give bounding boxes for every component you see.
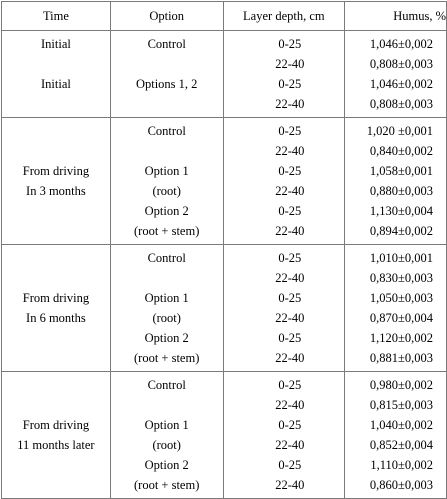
time-line: From driving — [22, 291, 90, 305]
time-cell — [2, 118, 111, 245]
humus-line: 1,010±0,001 — [369, 251, 433, 265]
option-line — [111, 94, 223, 114]
option-line: Option 1 — [144, 291, 189, 305]
humus-line: 1,050±0,003 — [369, 291, 433, 305]
header-option: Option — [110, 2, 223, 31]
time-line — [2, 248, 110, 268]
depth-line: 22-40 — [275, 97, 305, 111]
time-cell — [2, 31, 111, 118]
depth-line: 22-40 — [275, 311, 305, 325]
depth-line: 22-40 — [275, 398, 305, 412]
humus-table-container — [1, 1, 447, 499]
option-line — [111, 395, 223, 415]
option-line: Control — [147, 251, 186, 265]
depth-line: 0-25 — [278, 124, 302, 138]
humus-line: 0,881±0,003 — [369, 351, 433, 365]
depth-line: 0-25 — [278, 418, 302, 432]
depth-line: 22-40 — [275, 351, 305, 365]
time-line: Initial — [40, 37, 71, 51]
option-line — [111, 268, 223, 288]
option-line: Option 2 — [144, 204, 189, 218]
humus-line: 1,046±0,002 — [369, 37, 433, 51]
time-line: From driving — [22, 418, 90, 432]
humus-cell — [345, 372, 447, 499]
time-line: Initial — [40, 77, 71, 91]
time-line — [2, 141, 110, 161]
humus-line: 1,058±0,001 — [369, 164, 433, 178]
depth-line: 22-40 — [275, 478, 305, 492]
option-line: Option 2 — [144, 331, 189, 345]
time-line: From driving — [22, 164, 90, 178]
time-line: In 3 months — [26, 184, 86, 198]
depth-cell — [223, 372, 345, 499]
depth-line: 22-40 — [275, 184, 305, 198]
option-line: (root) — [152, 438, 181, 452]
depth-line: 22-40 — [275, 438, 305, 452]
depth-line: 22-40 — [275, 57, 305, 71]
humus-line: 1,110±0,002 — [370, 458, 433, 472]
humus-line: 0,840±0,002 — [369, 144, 433, 158]
humus-line: 1,046±0,002 — [369, 77, 433, 91]
depth-line: 0-25 — [278, 37, 302, 51]
header-humus: Humus, % — [345, 2, 447, 31]
table-row — [2, 372, 447, 499]
humus-cell — [345, 31, 447, 118]
depth-cell — [223, 31, 345, 118]
header-time: Time — [2, 2, 111, 31]
humus-line: 0,880±0,003 — [369, 184, 433, 198]
option-line — [111, 54, 223, 74]
time-line — [2, 94, 110, 114]
option-line: Option 1 — [144, 418, 189, 432]
humus-table — [1, 1, 447, 499]
humus-line: 0,980±0,002 — [369, 378, 433, 392]
depth-cell — [223, 245, 345, 372]
humus-line: 0,852±0,004 — [369, 438, 433, 452]
humus-line: 0,808±0,003 — [369, 57, 433, 71]
option-cell — [110, 372, 223, 499]
option-cell — [110, 245, 223, 372]
time-line — [2, 221, 110, 241]
time-line: 11 months later — [17, 438, 95, 452]
depth-line: 0-25 — [278, 378, 302, 392]
time-line — [2, 121, 110, 141]
option-cell — [110, 31, 223, 118]
time-line — [2, 475, 110, 495]
option-line: Control — [147, 37, 186, 51]
time-line — [2, 328, 110, 348]
humus-line: 0,815±0,003 — [369, 398, 433, 412]
humus-line: 1,120±0,002 — [369, 331, 433, 345]
table-body — [2, 31, 447, 499]
humus-cell — [345, 245, 447, 372]
humus-line: 1,040±0,002 — [369, 418, 433, 432]
table-row — [2, 31, 447, 118]
depth-line: 0-25 — [278, 77, 302, 91]
time-line: In 6 months — [26, 311, 86, 325]
option-line: (root) — [152, 311, 181, 325]
option-line: Control — [147, 124, 186, 138]
option-line: (root + stem) — [134, 224, 200, 238]
depth-line: 0-25 — [278, 291, 302, 305]
humus-line: 0,808±0,003 — [369, 97, 433, 111]
depth-line: 0-25 — [278, 251, 302, 265]
option-line: Option 2 — [144, 458, 189, 472]
header-row — [2, 2, 447, 31]
option-line: Options 1, 2 — [135, 77, 198, 91]
depth-line: 0-25 — [278, 458, 302, 472]
depth-line: 22-40 — [275, 224, 305, 238]
option-line: (root) — [152, 184, 181, 198]
header-layer-depth: Layer depth, cm — [223, 2, 345, 31]
time-line — [2, 54, 110, 74]
time-line — [2, 348, 110, 368]
option-line — [111, 141, 223, 161]
depth-line: 22-40 — [275, 144, 305, 158]
time-line — [2, 455, 110, 475]
option-line: Option 1 — [144, 164, 189, 178]
time-line — [2, 201, 110, 221]
option-line: Control — [147, 378, 186, 392]
humus-line: 1,020 ±0,001 — [366, 124, 433, 138]
humus-line: 0,860±0,003 — [369, 478, 433, 492]
humus-line: 0,870±0,004 — [369, 311, 433, 325]
humus-line: 0,830±0,003 — [369, 271, 433, 285]
depth-cell — [223, 118, 345, 245]
option-cell — [110, 118, 223, 245]
table-row — [2, 245, 447, 372]
time-line — [2, 268, 110, 288]
humus-line: 0,894±0,002 — [369, 224, 433, 238]
depth-line: 0-25 — [278, 164, 302, 178]
time-line — [2, 395, 110, 415]
depth-line: 22-40 — [275, 271, 305, 285]
table-row — [2, 118, 447, 245]
depth-line: 0-25 — [278, 331, 302, 345]
time-line — [2, 375, 110, 395]
humus-cell — [345, 118, 447, 245]
depth-line: 0-25 — [278, 204, 302, 218]
option-line: (root + stem) — [134, 478, 200, 492]
time-cell — [2, 245, 111, 372]
humus-line: 1,130±0,004 — [369, 204, 433, 218]
time-cell — [2, 372, 111, 499]
option-line: (root + stem) — [134, 351, 200, 365]
